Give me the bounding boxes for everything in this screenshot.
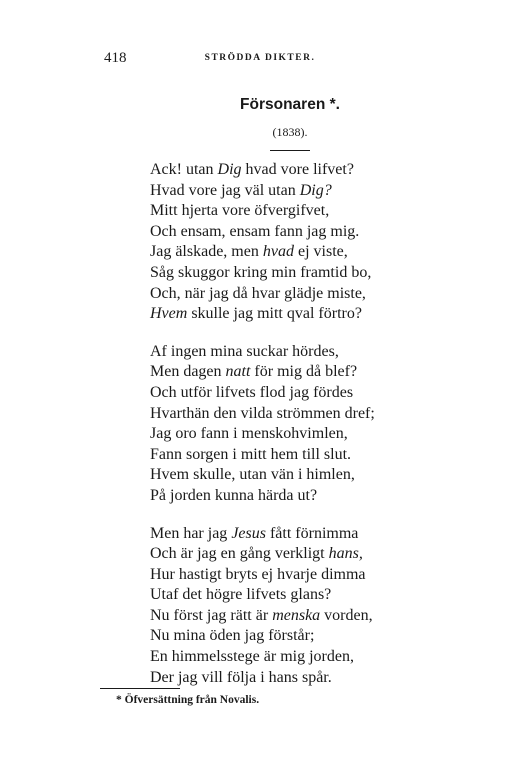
emphasized-word: Hvem	[150, 305, 188, 323]
line-text: Hur hastigt bryts ej hvarje dimma	[150, 565, 366, 583]
line-text: Hvem skulle, utan vän i himlen,	[150, 466, 355, 484]
line-text: Utaf det högre lifvets glans?	[150, 586, 332, 604]
line-text: Ack! utan	[150, 161, 218, 178]
poem-line	[150, 565, 440, 586]
line-text: för mig då blef?	[250, 363, 358, 381]
emphasized-word: Dig?	[299, 181, 332, 199]
footnote: * Öfversättning från Novalis.	[116, 694, 260, 706]
poem-line	[150, 201, 440, 222]
poem-line	[150, 342, 440, 363]
emphasized-word: menska	[272, 606, 321, 624]
poem-line	[150, 486, 440, 507]
line-text: Nu först jag rätt är	[150, 606, 273, 624]
poem-line	[150, 606, 440, 627]
title-divider	[270, 150, 310, 151]
poem-line	[150, 181, 440, 202]
stanza-2	[150, 342, 440, 507]
poem-line	[150, 284, 440, 305]
emphasized-word: hans,	[328, 545, 363, 563]
poem-line	[150, 445, 440, 466]
emphasized-word: Dig	[217, 161, 242, 178]
line-text: Fann sorgen i mitt hem till slut.	[150, 445, 352, 463]
poem-line	[150, 465, 440, 486]
line-text: fått förnimma	[265, 524, 359, 542]
stanza-3	[150, 524, 440, 689]
line-text: Mitt hjerta vore öfvergifvet,	[150, 202, 330, 220]
line-text: Der jag vill följa i hans spår.	[150, 668, 332, 686]
poem-title: Försonaren *.	[240, 96, 340, 113]
poem-line	[150, 304, 440, 325]
poem-line	[150, 544, 440, 565]
poem-line	[150, 404, 440, 425]
footnote-divider	[100, 688, 180, 689]
page-number: 418	[104, 50, 127, 66]
emphasized-word: natt	[225, 363, 251, 381]
line-text: Hvarthän den vilda strömmen dref;	[150, 404, 375, 422]
stanza-1	[150, 160, 440, 325]
line-text: På jorden kunna härda ut?	[150, 486, 318, 504]
line-text: Men dagen	[150, 363, 226, 381]
poem-line	[150, 585, 440, 606]
poem-line	[150, 160, 440, 181]
line-text: Och är jag en gång verkligt	[150, 545, 329, 563]
line-text: Såg skuggor kring min framtid bo,	[150, 263, 372, 281]
line-text: ej viste,	[293, 243, 348, 261]
line-text: En himmelsstege är mig jorden,	[150, 648, 354, 666]
line-text: Jag oro fann i menskohvimlen,	[150, 425, 348, 443]
line-text: vorden,	[320, 606, 373, 624]
poem-line	[150, 647, 440, 668]
poem-line	[150, 222, 440, 243]
line-text: Jag älskade, men	[150, 243, 263, 261]
line-text: Men har jag	[150, 524, 232, 542]
line-text: Och ensam, ensam fann jag mig.	[150, 222, 360, 240]
line-text: Och, när jag då hvar glädje miste,	[150, 284, 366, 302]
poem-year: (1838).	[272, 125, 308, 139]
line-text: Af ingen mina suckar hördes,	[150, 342, 339, 360]
poem-line	[150, 383, 440, 404]
emphasized-word: Jesus	[231, 524, 266, 542]
line-text: skulle jag mitt qval förtro?	[187, 305, 362, 323]
line-text: Nu mina öden jag förstår;	[150, 627, 315, 645]
emphasized-word: hvad	[262, 243, 294, 261]
poem-line	[150, 524, 440, 545]
poem-body	[150, 160, 440, 705]
line-text: Och utför lifvets flod jag fördes	[150, 383, 354, 401]
poem-line	[150, 424, 440, 445]
poem-line	[150, 362, 440, 383]
poem-line	[150, 626, 440, 647]
line-text: Hvad vore jag väl utan	[150, 181, 300, 199]
line-text: hvad vore lifvet?	[241, 161, 354, 178]
poem-line	[150, 263, 440, 284]
poem-line	[150, 242, 440, 263]
poem-line	[150, 668, 440, 689]
running-head: STRÖDDA DIKTER.	[204, 53, 316, 63]
